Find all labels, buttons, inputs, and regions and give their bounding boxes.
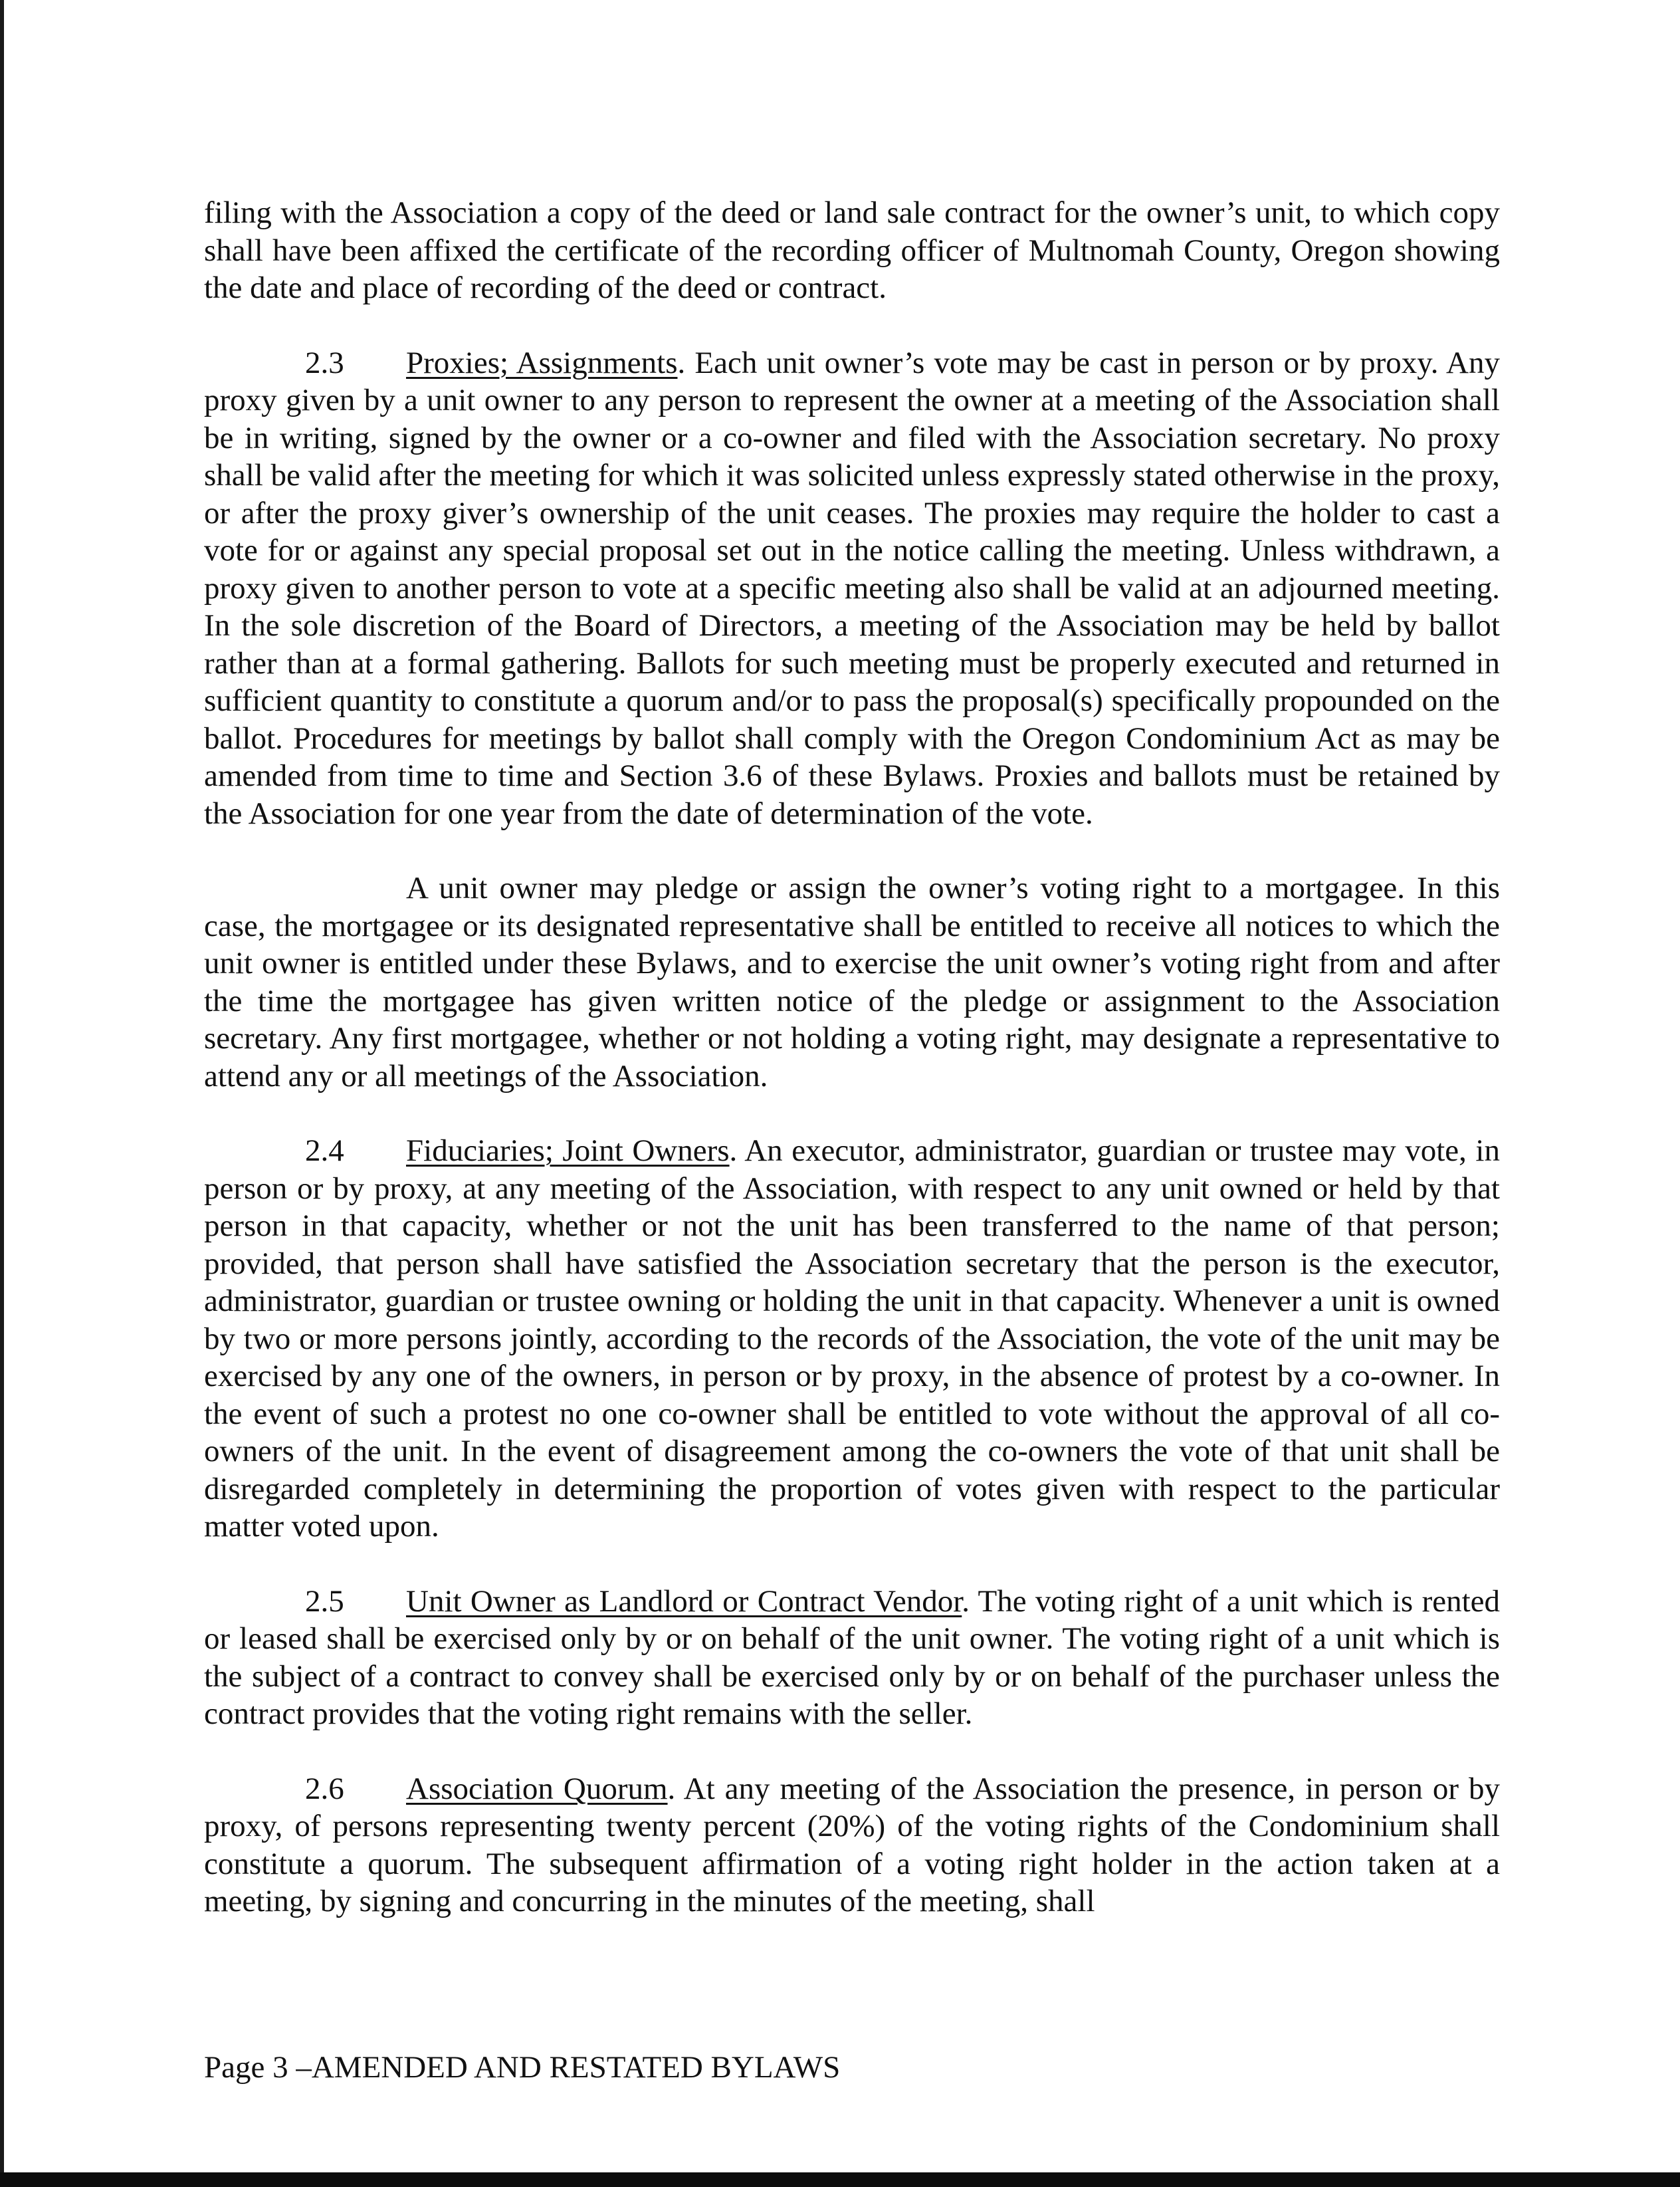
section-number: 2.3 — [305, 345, 344, 380]
section-number: 2.6 — [305, 1771, 344, 1806]
scan-left-edge — [0, 0, 4, 2187]
section-2-4 — [204, 1132, 1500, 1546]
section-text: . At any meeting of the Association the presence, in person or by proxy, of persons representing twenty percent (20%) of the voting rights of the Condominium shall constitute a quorum. The subsequent affirmation of a voting right holder in the action taken at a meeting, by signing and concurring in the minutes of the meeting, shall — [204, 1771, 1500, 1918]
section-title: Proxies; Assignments — [406, 345, 678, 380]
section-2-6 — [204, 1770, 1500, 1920]
pledge-paragraph — [204, 869, 1500, 1095]
section-title: Fiduciaries; Joint Owners — [406, 1133, 730, 1168]
page-footer: Page 3 –AMENDED AND RESTATED BYLAWS — [204, 2050, 841, 2085]
section-number: 2.4 — [305, 1133, 344, 1168]
section-2-5 — [204, 1583, 1500, 1733]
section-number: 2.5 — [305, 1583, 344, 1619]
pledge-text: A unit owner may pledge or assign the owner’s voting right to a mortgagee. In this case, the mortgagee or its designated representative shall be entitled to receive all notices to which the unit owner is entitled under these Bylaws, and to exercise the unit owner’s voting right from and after the time the mortgagee has given written notice of the pledge or assignment to the Association secretary. Any first mortgagee, whether or not holding a voting right, may designate a representative to attend any or all meetings of the Association. — [204, 871, 1500, 1094]
document-body — [204, 194, 1500, 1958]
continuation-paragraph: filing with the Association a copy of the deed or land sale contract for the owner’s unit, to which copy shall have been affixed the certificate of the recording officer of Multnomah County, Oregon showing the date and place of recording of the deed or contract. — [204, 195, 1500, 305]
section-2-3 — [204, 344, 1500, 833]
section-text: . Each unit owner’s vote may be cast in person or by proxy. Any proxy given by a unit owner to any person to represent the owner at a meeting of the Association shall be in writing, signed by the owner or a co-owner and filed with the Association secretary. No proxy shall be valid after the meeting for which it was solicited unless expressly stated otherwise in the proxy, or after the proxy giver’s ownership of the unit ceases. The proxies may require the holder to cast a vote for or against any special proposal set out in the notice calling the meeting. Unless withdrawn, a proxy given to another person to vote at a specific meeting also shall be valid at an adjourned meeting. In the sole discretion of the Board of Directors, a meeting of the Association may be held by ballot rather than at a formal gathering. Ballots for such meeting must be properly executed and returned in sufficient quantity to constitute a quorum and/or to pass the proposal(s) specifically propounded on the ballot. Procedures for meetings by ballot shall comply with the Oregon Condominium Act as may be amended from time to time and Section 3.6 of these Bylaws. Proxies and ballots must be retained by the Association for one year from the date of determination of the vote. — [204, 345, 1500, 831]
scan-bottom-edge — [0, 2172, 1680, 2187]
section-text: . The voting right of a unit which is rented or leased shall be exercised only by or on behalf of the unit owner. The voting right of a unit which is the subject of a contract to convey shall be exercised only by or on behalf of the purchaser unless the contract provides that the voting right remains with the seller. — [204, 1583, 1501, 1731]
section-title: Association Quorum — [406, 1771, 668, 1806]
section-title: Unit Owner as Landlord or Contract Vendor — [406, 1583, 962, 1619]
section-text: . An executor, administrator, guardian or trustee may vote, in person or by proxy, at any meeting of the Association, with respect to any unit owned or held by that person in that capacity, whether or not the unit has been transferred to the name of that person; provided, that person shall have satisfied the Association secretary that the person is the executor, administrator, guardian or trustee owning or holding the unit in that capacity. Whenever a unit is owned by two or more persons jointly, according to the records of the Association, the vote of the unit may be exercised by any one of the owners, in person or by proxy, in the absence of protest by a co-owner. In the event of such a protest no one co-owner shall be entitled to vote without the approval of all co-owners of the unit. In the event of disagreement among the co-owners the vote of that unit shall be disregarded completely in determining the proportion of votes given with respect to the particular matter voted upon. — [204, 1133, 1500, 1544]
